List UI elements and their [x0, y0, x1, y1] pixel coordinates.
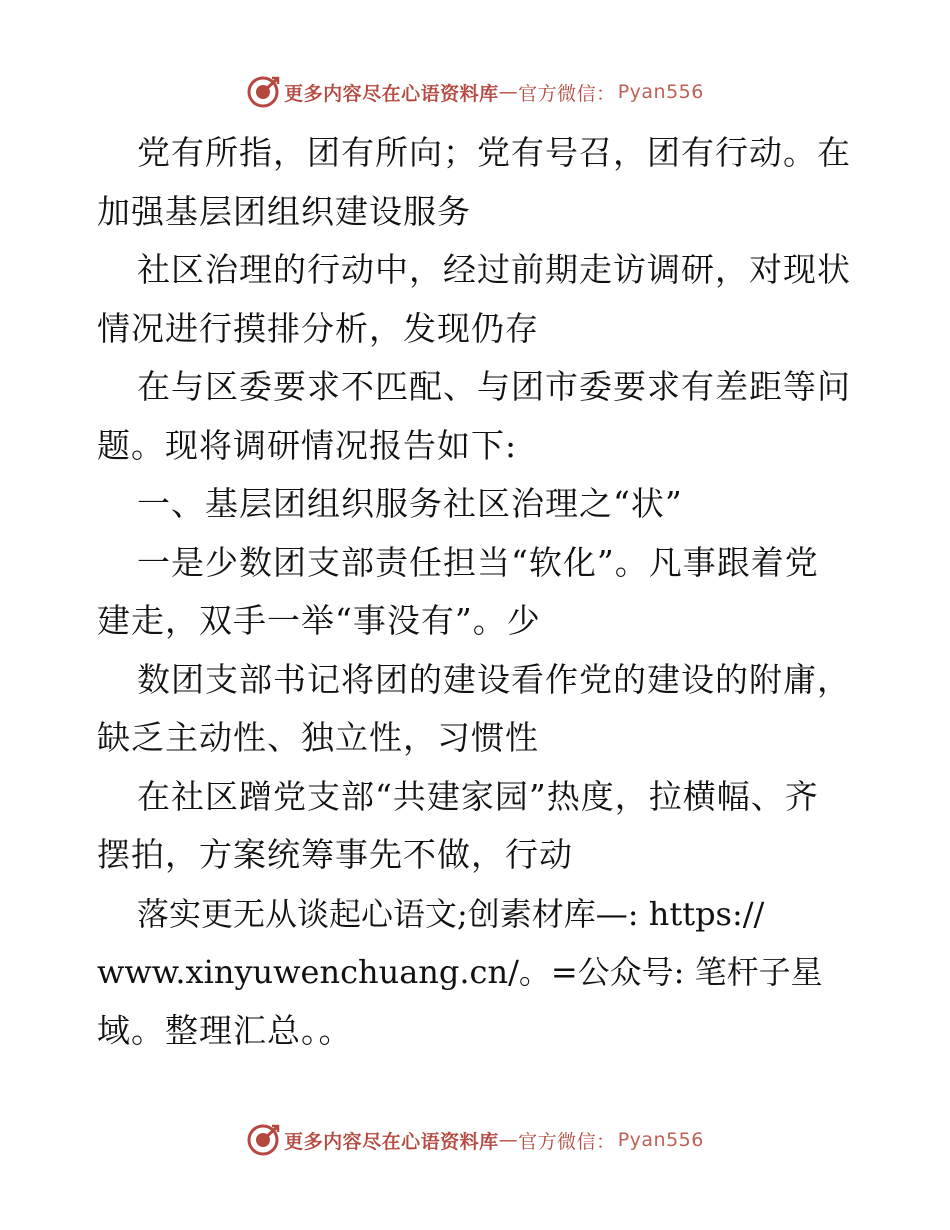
- body-line: 摆拍，方案统筹事先不做，行动: [97, 835, 573, 874]
- body-line: 数团支部书记将团的建设看作党的建设的附庸，: [137, 659, 851, 699]
- footer-watermark: [0, 1120, 950, 1160]
- body-line: 一是少数团支部责任担当“软化”。凡事跟着党: [137, 542, 819, 582]
- watermark-separator: —: [498, 1129, 519, 1151]
- watermark-wechat-label: 官方微信：: [518, 1130, 616, 1153]
- body-line: 建走，双手一举“事没有”。少: [97, 601, 541, 640]
- body-line: 加强基层团组织建设服务: [97, 191, 471, 231]
- body-line: 情况进行摸排分析，发现仍存: [97, 308, 539, 348]
- body-line: 缺乏主动性、独立性，习惯性: [97, 718, 539, 757]
- body-line: 在与区委要求不匹配、与团市委要求有差距等问: [137, 367, 851, 406]
- watermark-brand: 更多内容尽在心语资料库: [284, 1130, 499, 1153]
- body-line: 在社区蹭党支部“共建家园”热度，拉横幅、齐: [137, 776, 819, 816]
- section-heading: 一、基层团组织服务社区治理之“状”: [137, 484, 683, 523]
- watermark-wechat-id: Pyan556: [617, 1129, 704, 1151]
- watermark-wechat-label: 官方微信：: [518, 82, 616, 105]
- body-line: www.xinyuwenchuang.cn/。=公众号: 笔杆子星: [97, 953, 823, 991]
- document-body: [97, 124, 857, 1060]
- watermark-brand: 更多内容尽在心语资料库: [284, 82, 499, 105]
- brand-logo-icon: [246, 75, 280, 109]
- body-line: 社区治理的行动中，经过前期走访调研，对现状: [137, 250, 851, 289]
- body-line: 域。整理汇总。。: [97, 1010, 353, 1050]
- brand-logo-icon: [246, 1123, 280, 1157]
- header-watermark: [0, 72, 950, 112]
- watermark-wechat-id: Pyan556: [617, 81, 704, 103]
- watermark-separator: —: [498, 81, 519, 103]
- body-line: 落实更无从谈起心语文;创素材库—: https://: [137, 894, 765, 933]
- body-line: 题。现将调研情况报告如下:: [97, 425, 518, 465]
- body-line: 党有所指，团有所向；党有号召，团有行动。在: [137, 133, 851, 172]
